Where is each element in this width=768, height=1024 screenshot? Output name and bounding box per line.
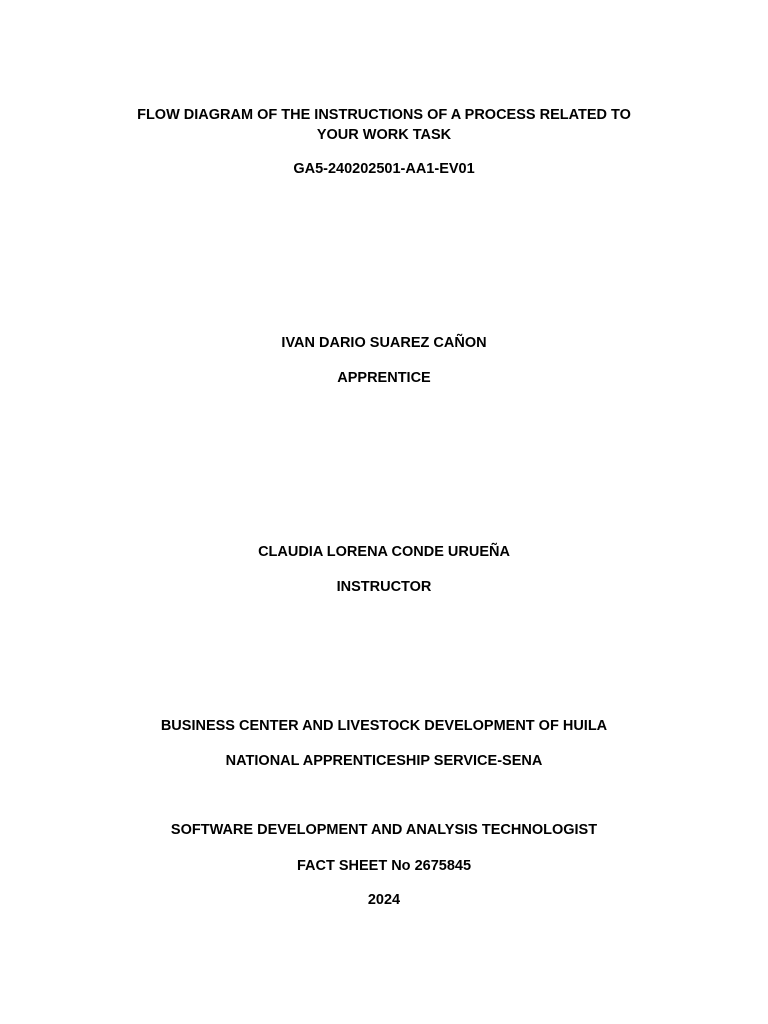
institution-name: NATIONAL APPRENTICESHIP SERVICE-SENA: [225, 753, 543, 769]
apprentice-role: APPRENTICE: [337, 370, 431, 386]
training-center: BUSINESS CENTER AND LIVESTOCK DEVELOPMENT OF HUILA: [160, 718, 608, 734]
program-name: SOFTWARE DEVELOPMENT AND ANALYSIS TECHNOLOGIST: [170, 822, 598, 838]
document-title: [120, 105, 648, 145]
instructor-role: INSTRUCTOR: [336, 579, 432, 595]
evidence-code: GA5-240202501-AA1-EV01: [293, 161, 475, 177]
title-line-1: FLOW DIAGRAM OF THE INSTRUCTIONS OF A PROCESS RELATED TO: [137, 107, 631, 123]
title-line-2: YOUR WORK TASK: [316, 127, 452, 143]
document-year: 2024: [367, 892, 401, 908]
instructor-name: CLAUDIA LORENA CONDE URUEÑA: [258, 544, 510, 560]
apprentice-name: IVAN DARIO SUAREZ CAÑON: [281, 335, 487, 351]
fact-sheet-number: FACT SHEET No 2675845: [296, 858, 472, 874]
